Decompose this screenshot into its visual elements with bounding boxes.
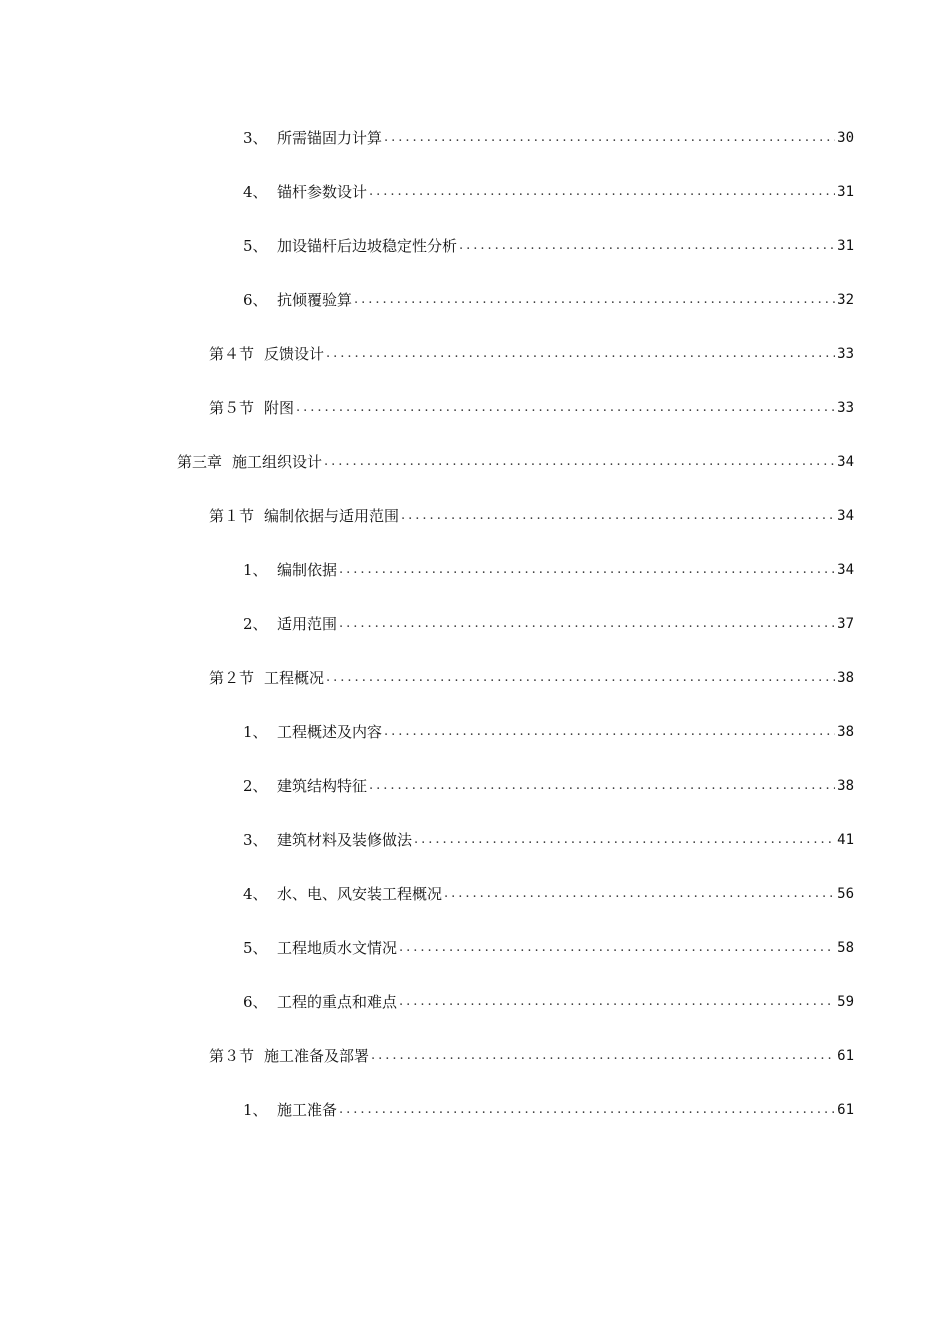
toc-entry-page: 31 [837,238,854,254]
toc-entry-number: 1、 [243,1101,268,1119]
toc-dot-leader [326,666,835,690]
toc-dot-leader [399,990,835,1014]
toc-entry-title: 工程地质水文情况 [277,939,398,957]
toc-entry-number: 2、 [243,777,268,795]
toc-entry-title: 建筑材料及装修做法 [277,831,413,849]
toc-entry-page: 61 [837,1102,854,1118]
toc-dot-leader [339,1098,835,1122]
toc-entry[interactable] [0,234,950,288]
toc-entry-title: 反馈设计 [264,345,325,363]
toc-entry[interactable] [0,1098,950,1152]
toc-dot-leader [384,720,835,744]
toc-entry[interactable] [0,612,950,666]
toc-entry[interactable] [0,990,950,1044]
toc-entry-page: 38 [837,778,854,794]
toc-entry-number: 1、 [243,561,268,579]
toc-entry-number: 2、 [243,615,268,633]
toc-entry-title: 所需锚固力计算 [277,129,383,147]
toc-entry-number: 第４节 [209,345,255,363]
toc-entry[interactable] [0,396,950,450]
toc-entry-page: 32 [837,292,854,308]
table-of-contents [0,126,950,1152]
toc-entry[interactable] [0,666,950,720]
toc-entry-title: 施工准备及部署 [264,1047,370,1065]
toc-entry[interactable] [0,774,950,828]
toc-dot-leader [414,828,835,852]
toc-entry[interactable] [0,882,950,936]
toc-dot-leader [339,558,835,582]
toc-entry-page: 33 [837,346,854,362]
toc-entry-page: 37 [837,616,854,632]
toc-entry-page: 34 [837,454,854,470]
toc-entry-title: 锚杆参数设计 [277,183,368,201]
toc-entry-number: 6、 [243,291,268,309]
toc-entry-number: 3、 [243,129,268,147]
toc-entry-title: 附图 [264,399,295,417]
toc-entry-number: 4、 [243,183,268,201]
toc-dot-leader [371,1044,835,1068]
toc-entry[interactable] [0,1044,950,1098]
toc-entry-page: 59 [837,994,854,1010]
toc-dot-leader [324,450,835,474]
toc-entry-number: 5、 [243,939,268,957]
toc-entry[interactable] [0,342,950,396]
toc-entry-title: 加设锚杆后边坡稳定性分析 [277,237,458,255]
toc-entry[interactable] [0,288,950,342]
toc-dot-leader [459,234,835,258]
toc-dot-leader [384,126,835,150]
toc-entry[interactable] [0,558,950,612]
toc-entry-page: 41 [837,832,854,848]
toc-entry-title: 工程概述及内容 [277,723,383,741]
toc-entry-page: 31 [837,184,854,200]
toc-entry[interactable] [0,450,950,504]
toc-entry-title: 工程概况 [264,669,325,687]
toc-entry-page: 58 [837,940,854,956]
toc-entry-title: 编制依据 [277,561,338,579]
toc-entry-title: 建筑结构特征 [277,777,368,795]
toc-entry-page: 33 [837,400,854,416]
toc-dot-leader [339,612,835,636]
toc-entry-number: 1、 [243,723,268,741]
toc-entry-title: 施工组织设计 [232,453,323,471]
toc-dot-leader [399,936,835,960]
toc-entry-number: 第三章 [177,453,223,471]
toc-entry-number: 第３节 [209,1047,255,1065]
toc-dot-leader [296,396,835,420]
toc-entry-number: 6、 [243,993,268,1011]
toc-entry[interactable] [0,720,950,774]
toc-entry-page: 56 [837,886,854,902]
toc-entry-page: 61 [837,1048,854,1064]
toc-entry-title: 工程的重点和难点 [277,993,398,1011]
toc-dot-leader [369,774,835,798]
toc-entry-page: 38 [837,724,854,740]
toc-entry[interactable] [0,828,950,882]
toc-entry[interactable] [0,180,950,234]
toc-dot-leader [444,882,835,906]
toc-entry-page: 34 [837,562,854,578]
toc-entry-title: 编制依据与适用范围 [264,507,400,525]
toc-entry[interactable] [0,504,950,558]
toc-entry[interactable] [0,936,950,990]
toc-entry-page: 34 [837,508,854,524]
toc-dot-leader [326,342,835,366]
toc-entry[interactable] [0,126,950,180]
toc-entry-title: 施工准备 [277,1101,338,1119]
toc-entry-number: 4、 [243,885,268,903]
toc-entry-number: 第２节 [209,669,255,687]
toc-entry-number: 第５节 [209,399,255,417]
toc-entry-number: 5、 [243,237,268,255]
toc-dot-leader [401,504,835,528]
toc-dot-leader [369,180,835,204]
toc-entry-title: 水、电、风安装工程概况 [277,885,443,903]
toc-entry-number: 3、 [243,831,268,849]
toc-entry-number: 第１节 [209,507,255,525]
toc-dot-leader [354,288,835,312]
toc-entry-title: 适用范围 [277,615,338,633]
toc-entry-page: 38 [837,670,854,686]
toc-entry-title: 抗倾覆验算 [277,291,353,309]
toc-entry-page: 30 [837,130,854,146]
